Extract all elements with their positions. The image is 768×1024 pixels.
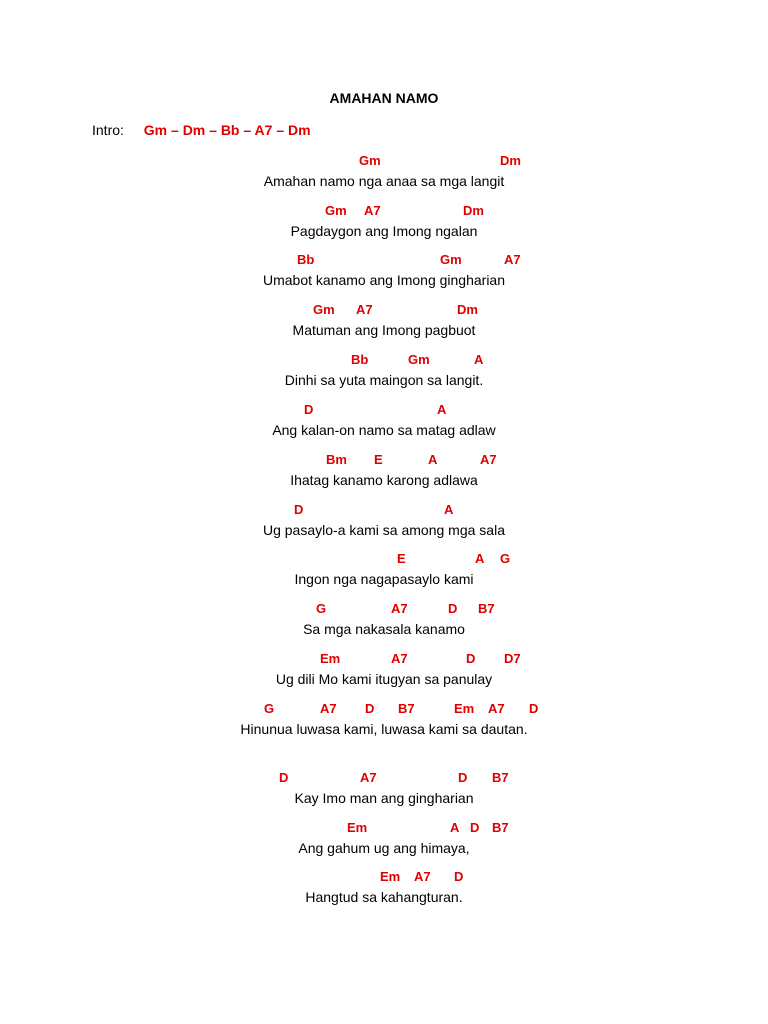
chord: D xyxy=(470,820,480,835)
chord: A7 xyxy=(414,869,431,884)
lyric-line: Umabot kanamo ang Imong gingharian xyxy=(262,272,506,288)
verse-line xyxy=(0,551,768,595)
chord: A7 xyxy=(488,701,505,716)
lyric-line: Hangtud sa kahangturan. xyxy=(305,889,463,905)
chord: A7 xyxy=(320,701,337,716)
chord: D xyxy=(294,502,304,517)
chord: A xyxy=(450,820,460,835)
chord: Dm xyxy=(463,203,484,218)
lyric-line: Ug dili Mo kami itugyan sa panulay xyxy=(275,671,493,687)
chord: A xyxy=(475,551,485,566)
verse-line xyxy=(0,203,768,247)
chord: A xyxy=(428,452,438,467)
verse-line xyxy=(0,302,768,346)
chord: Gm xyxy=(408,352,430,367)
chord: D xyxy=(466,651,476,666)
chord: Dm xyxy=(457,302,478,317)
verse-line xyxy=(0,352,768,396)
verse-line xyxy=(0,651,768,695)
chord: A xyxy=(474,352,484,367)
chord: Bm xyxy=(326,452,347,467)
chord: D xyxy=(454,869,464,884)
chord: D xyxy=(458,770,468,785)
chord: B7 xyxy=(398,701,415,716)
lyric-line: Ang kalan-on namo sa matag adlaw xyxy=(272,422,496,438)
chord: D xyxy=(529,701,539,716)
chord: A xyxy=(437,402,447,417)
chord: A7 xyxy=(480,452,497,467)
chord: A7 xyxy=(391,601,408,616)
lyric-line: Ang gahum ug ang himaya, xyxy=(298,840,470,856)
chord: G xyxy=(500,551,511,566)
lyric-line: Ihatag kanamo karong adlawa xyxy=(290,472,478,488)
chord: B7 xyxy=(492,770,509,785)
chord: Em xyxy=(347,820,368,835)
lyric-line: Dinhi sa yuta maingon sa langit. xyxy=(284,372,484,388)
lyric-line: Matuman ang Imong pagbuot xyxy=(292,322,476,338)
chord: D7 xyxy=(504,651,521,666)
chord: A xyxy=(444,502,454,517)
intro-label: Intro: xyxy=(92,122,124,138)
chord: D xyxy=(448,601,458,616)
chord: E xyxy=(374,452,383,467)
verse-line xyxy=(0,770,768,814)
verse-line xyxy=(0,701,768,745)
chord: A7 xyxy=(364,203,381,218)
chord: Gm xyxy=(325,203,347,218)
chord: Gm xyxy=(440,252,462,267)
chord: Gm xyxy=(359,153,381,168)
chord: A7 xyxy=(356,302,373,317)
chord: A7 xyxy=(360,770,377,785)
chord: A7 xyxy=(391,651,408,666)
chord: A7 xyxy=(504,252,521,267)
chord: G xyxy=(316,601,327,616)
chord: D xyxy=(365,701,375,716)
lyric-line: Pagdaygon ang Imong ngalan xyxy=(290,223,478,239)
chord: Em xyxy=(454,701,475,716)
chord: Bb xyxy=(351,352,369,367)
verse-line xyxy=(0,153,768,197)
lyric-line: Hinunua luwasa kami, luwasa kami sa dautan. xyxy=(240,721,528,737)
song-title: AMAHAN NAMO xyxy=(329,90,439,106)
chord: D xyxy=(279,770,289,785)
verse-line xyxy=(0,820,768,864)
intro-chords: Gm – Dm – Bb – A7 – Dm xyxy=(143,122,311,138)
chord: B7 xyxy=(492,820,509,835)
chord: E xyxy=(397,551,406,566)
chord: Bb xyxy=(297,252,315,267)
verse-line xyxy=(0,252,768,296)
lyric-line: Amahan namo nga anaa sa mga langit xyxy=(263,173,505,189)
lyric-line: Ug pasaylo-a kami sa among mga sala xyxy=(262,522,505,538)
chord: Dm xyxy=(500,153,521,168)
lyric-line: Sa mga nakasala kanamo xyxy=(303,621,465,637)
verse-line xyxy=(0,869,768,913)
lyric-line: Kay Imo man ang gingharian xyxy=(294,790,474,806)
intro-line xyxy=(92,122,311,138)
chord: B7 xyxy=(478,601,495,616)
chord: Em xyxy=(380,869,401,884)
lyric-line: Ingon nga nagapasaylo kami xyxy=(294,571,474,587)
verse-line xyxy=(0,502,768,546)
chord: Gm xyxy=(313,302,335,317)
chord: D xyxy=(304,402,314,417)
verse-line xyxy=(0,601,768,645)
verse-line xyxy=(0,452,768,496)
chord: Em xyxy=(320,651,341,666)
verse-line xyxy=(0,402,768,446)
chord: G xyxy=(264,701,275,716)
